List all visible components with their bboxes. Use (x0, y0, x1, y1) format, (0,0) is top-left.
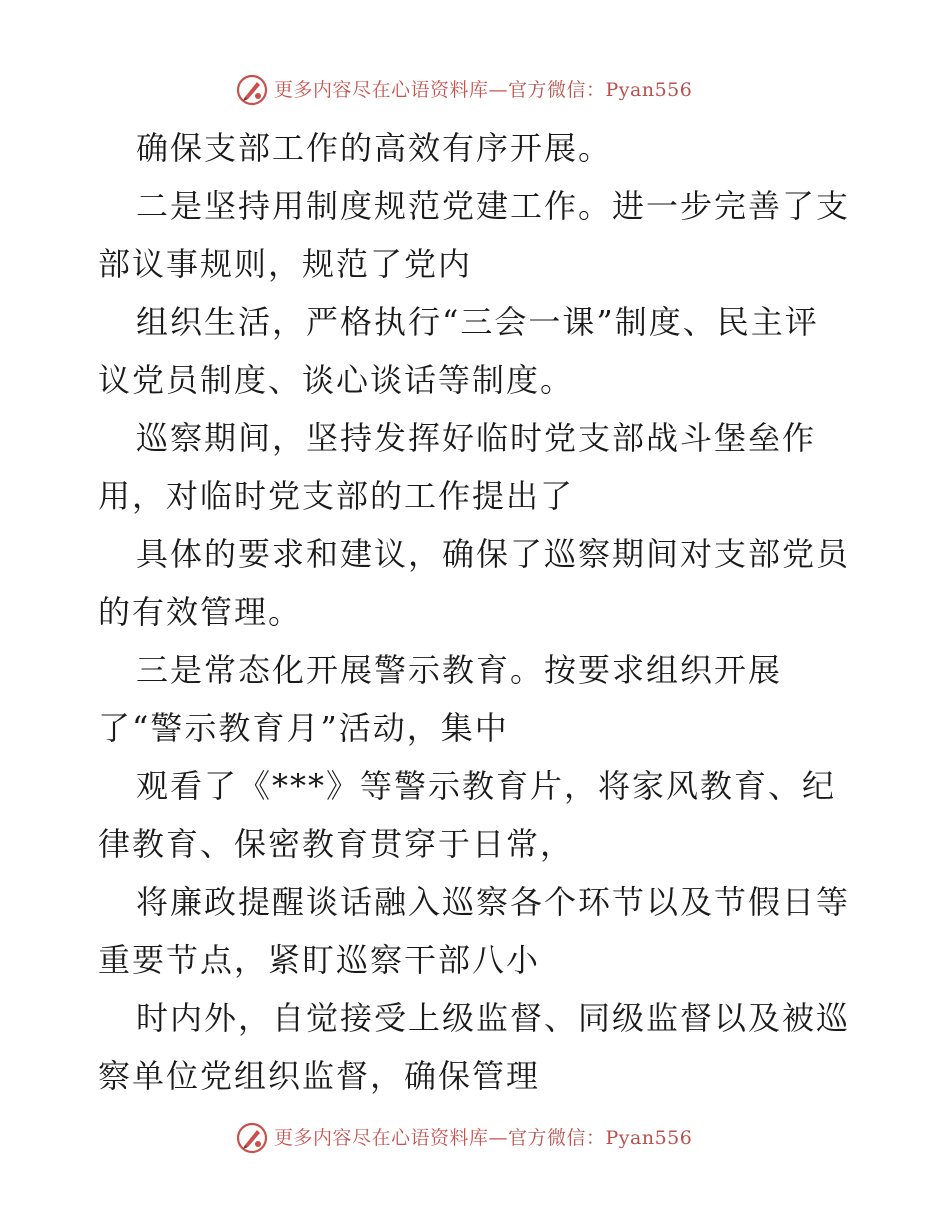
body-line: 时内外，自觉接受上级监督、同级监督以及被巡 (136, 999, 851, 1037)
body-line: 巡察期间，坚持发挥好临时党支部战斗堡垒作 (136, 419, 817, 457)
body-line: 察单位党组织监督，确保管理 (98, 1057, 541, 1095)
watermark-banner-top (0, 72, 950, 112)
body-line: 用，对临时党支部的工作提出了 (98, 477, 575, 515)
body-line: 二是坚持用制度规范党建工作。进一步完善了支 (136, 187, 851, 225)
body-line: 的有效管理。 (98, 593, 303, 631)
body-line: 将廉政提醒谈话融入巡察各个环节以及节假日等 (136, 883, 851, 921)
watermark-site-text: 更多内容尽在心语资料库 (274, 79, 489, 101)
body-line: 部议事规则，规范了党内 (98, 245, 473, 283)
watermark-site-text: 更多内容尽在心语资料库 (274, 1127, 489, 1149)
body-line: 确保支部工作的高效有序开展。 (136, 129, 613, 167)
watermark-contact-text: 官方微信：Pyan556 (508, 1127, 693, 1149)
pen-seal-icon (236, 74, 268, 106)
body-line: 律教育、保密教育贯穿于日常， (98, 825, 575, 863)
watermark-banner-bottom (0, 1120, 950, 1160)
watermark-text (274, 1124, 692, 1152)
watermark-text (274, 76, 692, 104)
body-line: 观看了《***》等警示教育片，将家风教育、纪 (136, 767, 837, 805)
watermark-contact-text: 官方微信：Pyan556 (508, 79, 693, 101)
body-line: 组织生活，严格执行“三会一课”制度、民主评 (136, 303, 819, 341)
body-line: 了“警示教育月”活动，集中 (98, 709, 509, 747)
body-line: 议党员制度、谈心谈话等制度。 (98, 361, 575, 399)
watermark-dash: — (488, 1127, 509, 1149)
body-line: 重要节点，紧盯巡察干部八小 (98, 941, 541, 979)
pen-seal-icon (236, 1122, 268, 1154)
watermark-dash: — (488, 79, 509, 101)
body-line: 具体的要求和建议，确保了巡察期间对支部党员 (136, 535, 851, 573)
body-line: 三是常态化开展警示教育。按要求组织开展 (136, 651, 783, 689)
